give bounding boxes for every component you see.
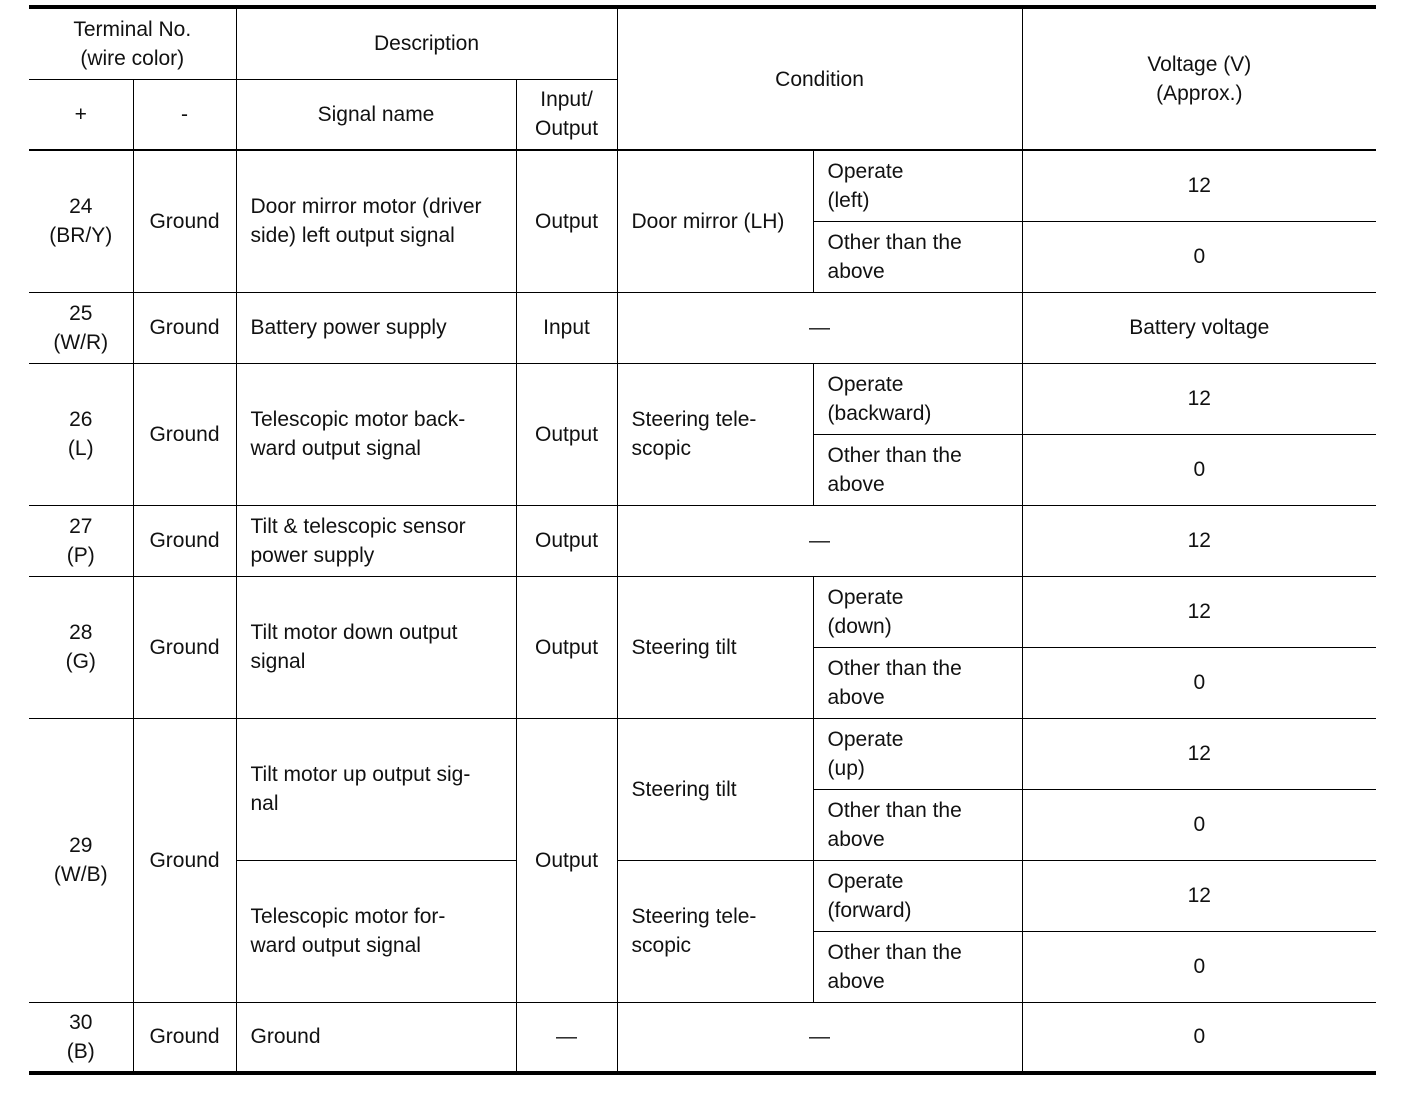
condition-header: Condition <box>617 7 1022 150</box>
sub-condition-cell: Other than the above <box>813 931 1022 1002</box>
minus-cell: Ground <box>133 150 236 292</box>
sub-condition-cell: Operate (up) <box>813 718 1022 789</box>
description-header: Description <box>236 7 617 79</box>
condition-cell: — <box>617 1002 1022 1073</box>
signal-name-cell: Battery power supply <box>236 292 516 363</box>
sub-condition-cell: Operate (forward) <box>813 860 1022 931</box>
table-row <box>29 505 1376 576</box>
io-cell: Output <box>516 505 617 576</box>
io-cell: Input <box>516 292 617 363</box>
voltage-cell: Battery voltage <box>1022 292 1376 363</box>
voltage-cell: 12 <box>1022 505 1376 576</box>
io-cell: — <box>516 1002 617 1073</box>
signal-name-header: Signal name <box>236 79 516 150</box>
voltage-cell: 0 <box>1022 221 1376 292</box>
terminal-no-header: Terminal No. (wire color) <box>29 7 236 79</box>
table-row <box>29 363 1376 434</box>
sub-condition-cell: Other than the above <box>813 789 1022 860</box>
signal-name-cell: Telescopic motor back- ward output signal <box>236 363 516 505</box>
terminal-cell: 27 (P) <box>29 505 133 576</box>
minus-cell: Ground <box>133 505 236 576</box>
terminal-cell: 30 (B) <box>29 1002 133 1073</box>
table-row <box>29 718 1376 789</box>
voltage-cell: 12 <box>1022 150 1376 221</box>
signal-name-cell: Tilt motor down output signal <box>236 576 516 718</box>
table-row <box>29 1002 1376 1073</box>
io-cell: Output <box>516 363 617 505</box>
signal-name-cell: Telescopic motor for- ward output signal <box>236 860 516 1002</box>
terminal-cell: 24 (BR/Y) <box>29 150 133 292</box>
terminal-cell: 25 (W/R) <box>29 292 133 363</box>
sub-condition-cell: Other than the above <box>813 647 1022 718</box>
condition-cell: Steering tele- scopic <box>617 363 813 505</box>
minus-cell: Ground <box>133 718 236 1002</box>
terminal-cell: 29 (W/B) <box>29 718 133 1002</box>
input-output-header: Input/ Output <box>516 79 617 150</box>
voltage-cell: 12 <box>1022 718 1376 789</box>
voltage-cell: 0 <box>1022 1002 1376 1073</box>
minus-cell: Ground <box>133 1002 236 1073</box>
io-cell: Output <box>516 718 617 1002</box>
minus-header: - <box>133 79 236 150</box>
table-row <box>29 576 1376 647</box>
sub-condition-cell: Other than the above <box>813 221 1022 292</box>
condition-cell: Door mirror (LH) <box>617 150 813 292</box>
signal-name-cell: Door mirror motor (driver side) left output signal <box>236 150 516 292</box>
condition-cell: Steering tele- scopic <box>617 860 813 1002</box>
signal-name-cell: Tilt motor up output sig- nal <box>236 718 516 860</box>
signal-name-cell: Ground <box>236 1002 516 1073</box>
sub-condition-cell: Operate (down) <box>813 576 1022 647</box>
sub-condition-cell: Other than the above <box>813 434 1022 505</box>
table-row <box>29 150 1376 221</box>
io-cell: Output <box>516 150 617 292</box>
voltage-cell: 0 <box>1022 789 1376 860</box>
voltage-header: Voltage (V) (Approx.) <box>1022 7 1376 150</box>
sub-condition-cell: Operate (left) <box>813 150 1022 221</box>
voltage-cell: 0 <box>1022 434 1376 505</box>
io-cell: Output <box>516 576 617 718</box>
terminal-table <box>29 5 1376 1075</box>
minus-cell: Ground <box>133 576 236 718</box>
table-row <box>29 292 1376 363</box>
terminal-cell: 26 (L) <box>29 363 133 505</box>
condition-cell: — <box>617 505 1022 576</box>
signal-name-cell: Tilt & telescopic sensor power supply <box>236 505 516 576</box>
minus-cell: Ground <box>133 363 236 505</box>
plus-header: + <box>29 79 133 150</box>
voltage-cell: 12 <box>1022 860 1376 931</box>
condition-cell: Steering tilt <box>617 576 813 718</box>
sub-condition-cell: Operate (backward) <box>813 363 1022 434</box>
voltage-cell: 0 <box>1022 931 1376 1002</box>
minus-cell: Ground <box>133 292 236 363</box>
condition-cell: — <box>617 292 1022 363</box>
voltage-cell: 0 <box>1022 647 1376 718</box>
voltage-cell: 12 <box>1022 363 1376 434</box>
condition-cell: Steering tilt <box>617 718 813 860</box>
terminal-cell: 28 (G) <box>29 576 133 718</box>
voltage-cell: 12 <box>1022 576 1376 647</box>
